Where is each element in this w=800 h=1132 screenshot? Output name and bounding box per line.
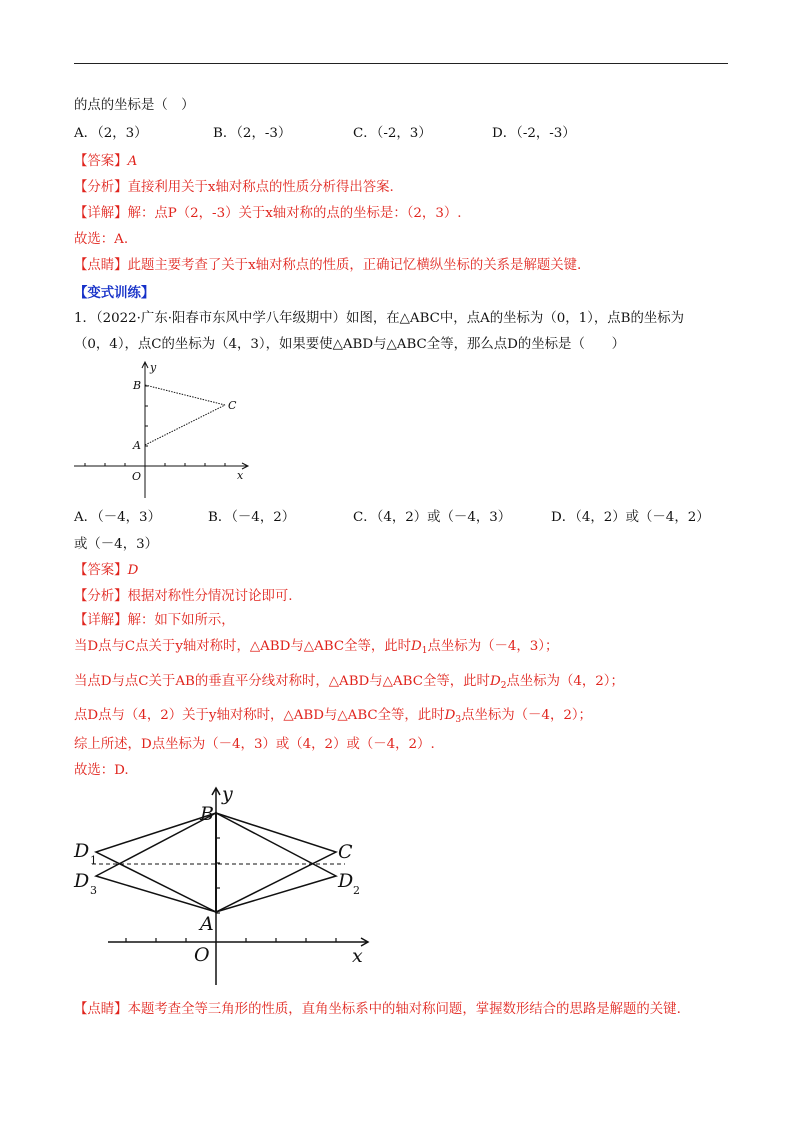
label-y: y xyxy=(150,361,157,374)
q1-case1-point: D xyxy=(411,639,422,654)
analysis-tag: 【分析】 xyxy=(74,180,128,195)
q1-comment-text: 本题考查全等三角形的性质，直角坐标系中的轴对称问题，掌握数形结合的思路是解题的关键. xyxy=(127,1002,681,1017)
label-y: y xyxy=(222,783,233,805)
label-b: B xyxy=(133,379,142,392)
triangle-abd2 xyxy=(216,813,336,912)
label-d3: D xyxy=(74,870,90,892)
segment-ac xyxy=(145,405,225,445)
q1-case3-end: 点坐标为（－4，2）； xyxy=(461,708,592,723)
label-a: A xyxy=(133,439,141,452)
label-d1: D xyxy=(74,840,90,862)
q1-detail-line xyxy=(74,611,235,631)
option-a: A．（2，3） xyxy=(74,126,148,141)
triangle-abd1 xyxy=(96,813,216,912)
detail-text: 解：点P（2，-3）关于x轴对称的点的坐标是：（2，3）. xyxy=(127,206,462,221)
triangle-abc xyxy=(216,813,336,912)
q1-analysis-text: 根据对称性分情况讨论即可. xyxy=(127,589,293,604)
segment-bc xyxy=(145,385,225,405)
q1-case2-line xyxy=(74,672,624,696)
label-d2: D xyxy=(338,870,354,892)
q1-option-b: B．（－4，2） xyxy=(208,510,296,525)
q1-case2-point: D xyxy=(489,674,501,689)
q1-answer-value: D xyxy=(127,563,139,578)
label-c: C xyxy=(338,841,353,863)
q1-comment-line xyxy=(74,1000,681,1020)
label-b: B xyxy=(200,803,214,825)
q1-case1-line xyxy=(74,637,558,661)
option-d: D．（-2，-3） xyxy=(492,126,576,141)
detail-line xyxy=(74,204,462,224)
option-b: B．（2，-3） xyxy=(213,126,292,141)
comment-tag: 【点睛】 xyxy=(74,258,128,273)
analysis-text: 直接利用关于x轴对称点的性质分析得出答案. xyxy=(127,180,394,195)
q1-answer-tag: 【答案】 xyxy=(74,563,128,578)
q1-case3-sub: 3 xyxy=(455,715,462,725)
q1-case2-end: 点坐标为（4，2）； xyxy=(506,674,624,689)
q1-comment-tag: 【点睛】 xyxy=(74,1002,128,1017)
q1-answer-line xyxy=(74,561,138,581)
label-d3-sub: 3 xyxy=(90,884,97,897)
q1-detail-tag: 【详解】 xyxy=(74,613,128,628)
label-d1-sub: 1 xyxy=(90,854,97,867)
q1-case3-text: 点D点与（4，2）关于y轴对称时，△ABD与△ABC全等，此时 xyxy=(74,708,445,723)
answer-value: A xyxy=(127,154,138,169)
question1-line1: 1．（2022·广东·阳春市东风中学八年级期中）如图，在△ABC中，点A的坐标为（0，1），点B的坐标为 xyxy=(74,311,685,326)
answer-line xyxy=(74,152,137,172)
option-c: C．（-2，3） xyxy=(353,126,432,141)
question1-line2: （0，4），点C的坐标为（4，3），如果要使△ABD与△ABC全等，那么点D的坐标是（ ） xyxy=(74,337,626,352)
label-x: x xyxy=(237,469,244,482)
label-o: O xyxy=(194,944,210,966)
section-title: 【变式训练】 xyxy=(74,285,155,301)
q1-summary-line: 综上所述，D点坐标为（－4，3）或（4，2）或（－4，2）. xyxy=(74,737,435,752)
q1-analysis-line xyxy=(74,587,293,607)
answer-tag: 【答案】 xyxy=(74,154,128,169)
q1-case1-end: 点坐标为（－4，3）； xyxy=(427,639,559,654)
q1-option-a: A．（－4，3） xyxy=(74,510,161,525)
q1-case1-text: 当D点与C点关于y轴对称时，△ABD与△ABC全等，此时 xyxy=(74,639,412,654)
question-stem-tail: 的点的坐标是（ ） xyxy=(74,98,195,113)
q1-case3-point: D xyxy=(444,708,456,723)
header-rule xyxy=(74,63,728,64)
analysis-line xyxy=(74,178,394,198)
q1-option-c: C．（4，2）或（－4，3） xyxy=(353,510,512,525)
q1-option-d: D．（4，2）或（－4，2） xyxy=(551,510,710,525)
q1-case2-sub: 2 xyxy=(500,681,507,691)
label-d2-sub: 2 xyxy=(353,884,360,897)
q1-option-d-cont: 或（－4，3） xyxy=(74,537,158,552)
q1-case2-text: 当点D与点C关于AB的垂直平分线对称时，△ABD与△ABC全等，此时 xyxy=(74,674,490,689)
label-c: C xyxy=(228,399,237,412)
choose-line: 故选：A. xyxy=(74,232,129,247)
q1-case3-line xyxy=(74,706,592,730)
comment-text: 此题主要考查了关于x轴对称点的性质，正确记忆横纵坐标的关系是解题关键. xyxy=(127,258,582,273)
q1-choose-line: 故选：D. xyxy=(74,763,129,778)
detail-tag: 【详解】 xyxy=(74,206,128,221)
label-x: x xyxy=(352,945,363,967)
q1-analysis-tag: 【分析】 xyxy=(74,589,128,604)
figure-solution-diagram xyxy=(70,780,380,990)
label-o: O xyxy=(132,470,142,483)
comment-line xyxy=(74,256,581,276)
q1-detail-text: 解：如下如所示， xyxy=(127,613,235,628)
label-a: A xyxy=(200,913,214,935)
triangle-abd3 xyxy=(96,813,216,912)
q1-case1-sub: 1 xyxy=(421,646,428,656)
figure-triangle-abc xyxy=(70,358,260,503)
